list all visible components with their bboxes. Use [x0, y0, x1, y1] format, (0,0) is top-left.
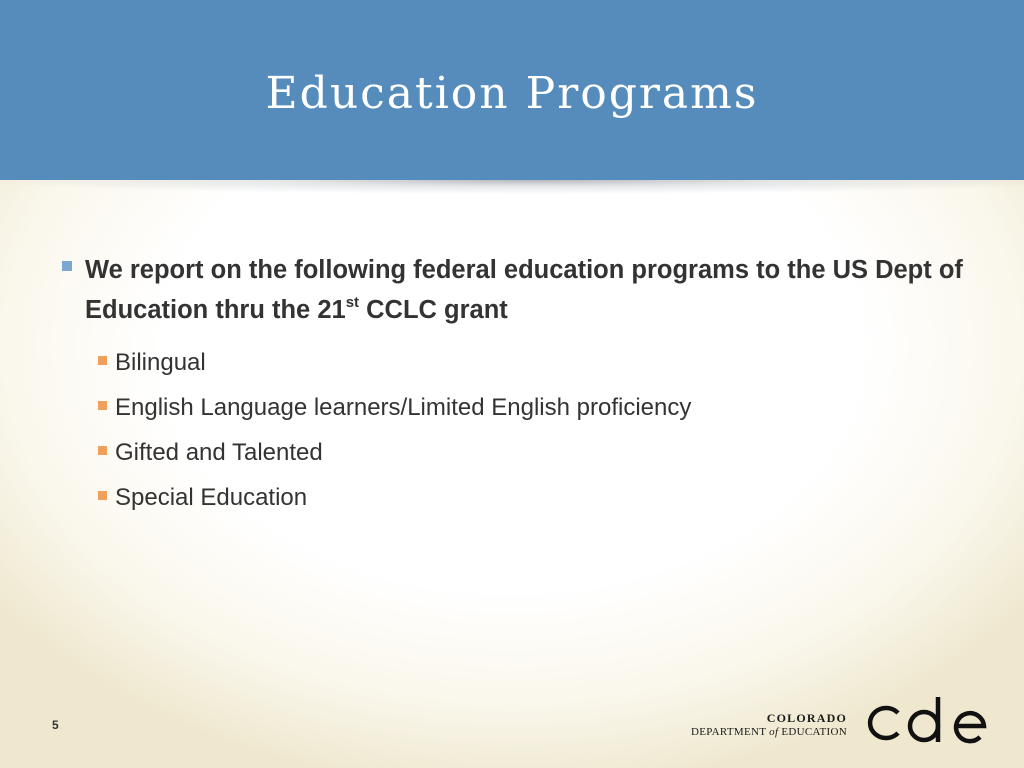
- sub-bullet: [98, 430, 980, 475]
- cde-logo: [690, 695, 990, 747]
- title-bar-shadow: [0, 180, 1024, 194]
- page-number: 5: [52, 718, 59, 732]
- sub-bullet: [98, 340, 980, 385]
- sub-bullet-text: English Language learners/Limited English proficiency: [115, 394, 692, 421]
- logo-state-name: COLORADO: [766, 711, 847, 725]
- square-bullet-icon: [62, 261, 72, 271]
- sub-bullet-text: Gifted and Talented: [115, 439, 323, 466]
- square-bullet-icon: [98, 401, 107, 410]
- cde-logo-icon: [862, 695, 988, 747]
- main-bullet-superscript: st: [345, 294, 360, 311]
- slide-content: [60, 250, 980, 520]
- logo-department-name: DEPARTMENT of EDUCATION: [691, 726, 847, 738]
- main-bullet-text-end: CCLC grant: [359, 296, 508, 324]
- square-bullet-icon: [98, 446, 107, 455]
- title-bar: [0, 0, 1024, 180]
- sub-bullet-text: Special Education: [115, 484, 308, 511]
- sub-bullet: [98, 385, 980, 430]
- sub-bullet-text: Bilingual: [115, 349, 206, 376]
- sub-bullet-list: [60, 340, 980, 520]
- slide-title: Education Programs: [265, 68, 759, 119]
- square-bullet-icon: [98, 491, 107, 500]
- main-bullet: [60, 250, 980, 330]
- square-bullet-icon: [98, 356, 107, 365]
- main-bullet-text: We report on the following federal education programs to the US Dept of Education thru the 21: [85, 256, 963, 324]
- sub-bullet: [98, 475, 980, 520]
